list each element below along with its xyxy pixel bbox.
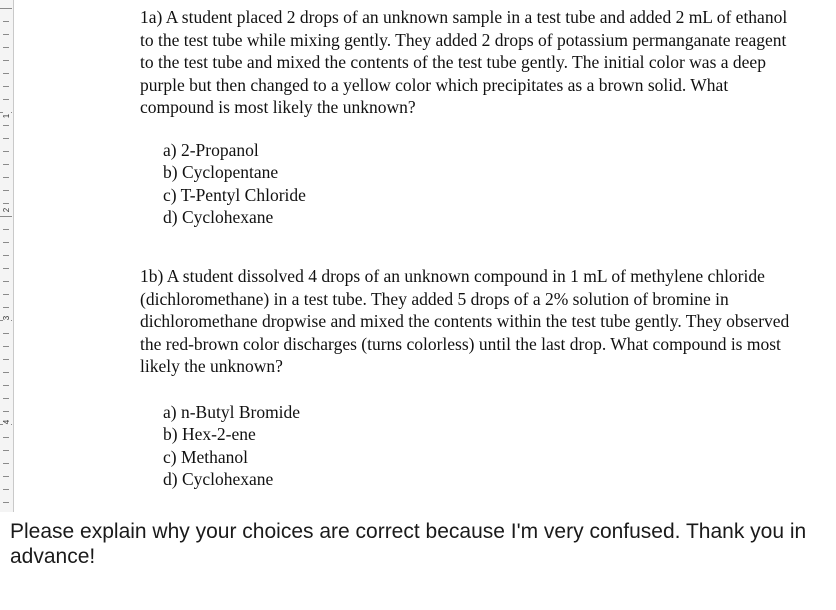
ruler-tick xyxy=(3,164,9,165)
option-item: c) Methanol xyxy=(163,446,249,467)
ruler-tick xyxy=(3,34,9,35)
ruler-tick xyxy=(3,398,9,399)
ruler-tick xyxy=(3,411,9,412)
ruler-tick xyxy=(3,476,9,477)
ruler-tick xyxy=(3,21,9,22)
option-item: b) Hex-2-ene xyxy=(163,424,256,444)
ruler-tick xyxy=(3,60,9,61)
ruler-label-4: 4 xyxy=(2,419,11,425)
question-1 xyxy=(140,6,800,229)
ruler-tick xyxy=(0,216,12,217)
document-body xyxy=(140,6,800,489)
ruler-tick xyxy=(3,489,9,490)
ruler-tick xyxy=(3,86,9,87)
ruler-tick xyxy=(3,385,9,386)
ruler-tick xyxy=(3,346,9,347)
ruler-tick xyxy=(3,333,9,334)
ruler-tick xyxy=(3,463,9,464)
option-item: b) Cyclopentane xyxy=(163,162,279,182)
ruler-tick xyxy=(3,359,9,360)
ruler-tick xyxy=(3,307,9,308)
question-1-options xyxy=(140,139,800,229)
ruler-tick xyxy=(3,203,9,204)
ruler-tick xyxy=(3,502,9,503)
help-request-note: Please explain why your choices are correct because I'm very confused. Thank you in advance! xyxy=(10,520,807,568)
ruler-tick xyxy=(3,255,9,256)
vertical-ruler xyxy=(0,0,14,512)
question-2-text: 1b) A student dissolved 4 drops of an unknown compound in 1 mL of methylene chloride (dichloromethane) in a test tube. They added 5 drops of a 2% solution of bromine in dichloromethane dropwise and mixed the contents within the test tube gently. They observed the red-brown color discharges (turns colorless) until the last drop. What compound is most likely the unknown? xyxy=(140,266,790,376)
ruler-tick xyxy=(3,125,9,126)
ruler-tick xyxy=(3,99,9,100)
question-1-text: 1a) A student placed 2 drops of an unknown sample in a test tube and added 2 mL of ethanol to the test tube while mixing gently. They added 2 drops of potassium permanganate reagent to the test tube and mixed the contents of the test tube gently. The initial color was a deep purple but then changed to a yellow color which precipitates as a brown solid. What compound is most likely the unknown? xyxy=(140,7,788,117)
question-2 xyxy=(140,265,800,491)
option-item: c) T-Pentyl Chloride xyxy=(163,184,306,205)
option-item: a) 2-Propanol xyxy=(163,139,259,160)
ruler-tick xyxy=(3,372,9,373)
option-item: d) Cyclohexane xyxy=(163,207,274,227)
ruler-tick xyxy=(3,177,9,178)
ruler-tick xyxy=(3,450,9,451)
ruler-tick xyxy=(3,190,9,191)
ruler-label-1: 1 xyxy=(2,113,11,119)
ruler-tick xyxy=(3,138,9,139)
ruler-tick xyxy=(3,268,9,269)
ruler-tick xyxy=(3,47,9,48)
ruler-tick xyxy=(3,151,9,152)
ruler-tick xyxy=(3,294,9,295)
ruler-label-2: 2 xyxy=(2,207,11,213)
option-item: d) Cyclohexane xyxy=(163,469,274,489)
ruler-tick xyxy=(0,8,12,9)
question-2-options xyxy=(140,401,800,491)
option-item: a) n-Butyl Bromide xyxy=(163,401,301,422)
ruler-tick xyxy=(3,437,9,438)
ruler-tick xyxy=(3,73,9,74)
ruler-label-3: 3 xyxy=(2,315,11,321)
ruler-tick xyxy=(3,281,9,282)
ruler-tick xyxy=(3,229,9,230)
ruler-tick xyxy=(3,242,9,243)
